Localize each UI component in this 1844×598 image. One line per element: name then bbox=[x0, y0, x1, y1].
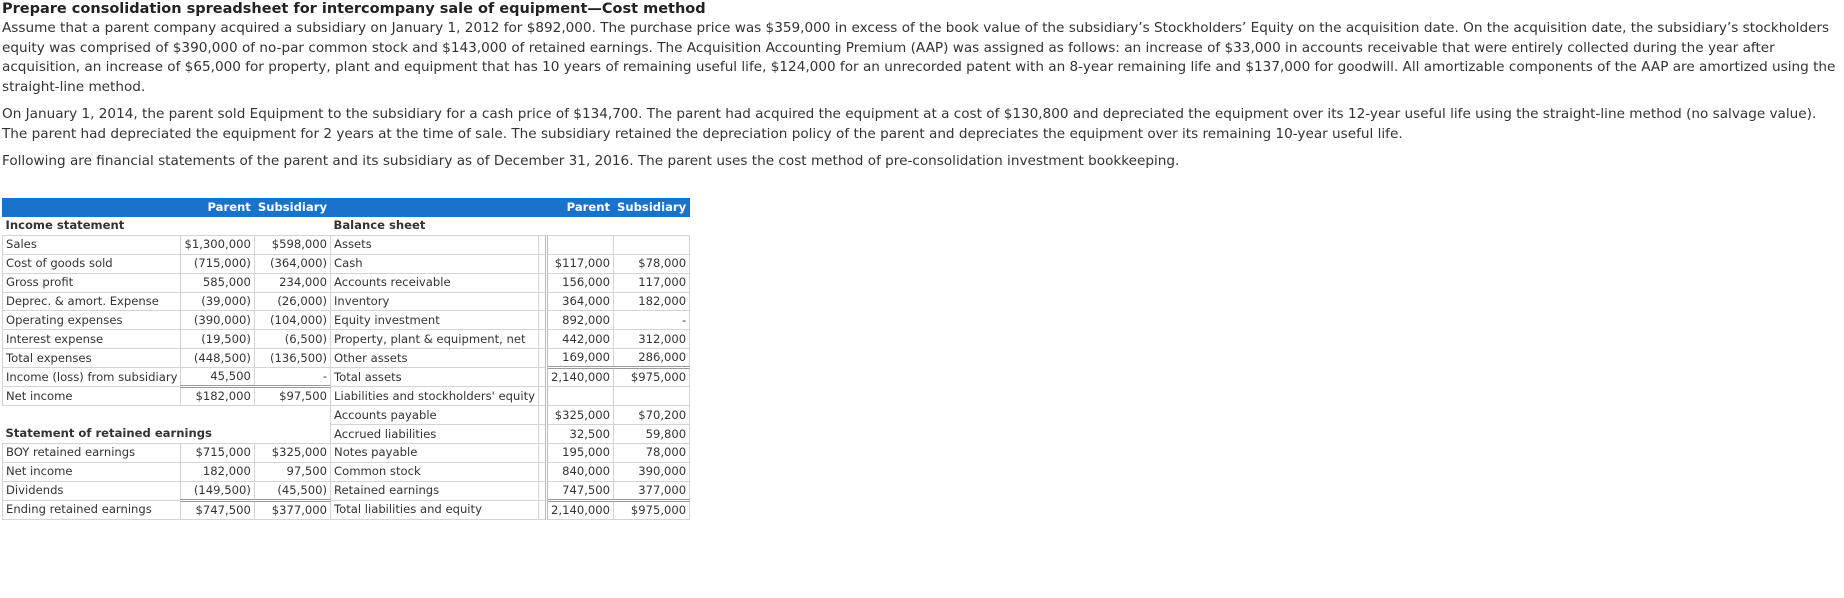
sheet-row bbox=[3, 311, 690, 330]
balance-row-subsidiary-value: 312,000 bbox=[614, 330, 690, 349]
balance-row-parent-value: 892,000 bbox=[547, 311, 614, 330]
income-row-parent-value: (715,000) bbox=[181, 254, 254, 273]
spacer-cell bbox=[614, 217, 690, 236]
spacer-cell bbox=[539, 500, 547, 519]
income-row-parent-value: (19,500) bbox=[181, 330, 254, 349]
sheet-row bbox=[3, 368, 690, 387]
income-row-subsidiary-value: $97,500 bbox=[254, 387, 330, 406]
paragraph-acquisition: Assume that a parent company acquired a subsidiary on January 1, 2012 for $892,000. The purchase price was $359,000 in excess of the book value of the subsidiary’s Stockholders’ Equity on the acquisition date. On the acquisition date, the subsidiary’s stockholders equity was comprised of $390,000 of no-par common stock and $143,000 of retained earnings. The Acquisition Accounting Premium (AAP) was assigned as follows: an increase of $33,000 in accounts receivable that were entirely collected during the year after acquisition, an increase of $65,000 for property, plant and equipment that has 10 years of remaining useful life, $124,000 for an unrecorded patent with an 8-year remaining life and $137,000 for goodwill. All amortizable components of the AAP are amortized using the straight-line method. bbox=[2, 20, 1836, 95]
spacer-cell bbox=[539, 462, 547, 481]
problem-title: Prepare consolidation spreadsheet for intercompany sale of equipment—Cost method bbox=[2, 1, 706, 17]
balance-row-subsidiary-value: 377,000 bbox=[614, 481, 690, 500]
header-cell bbox=[3, 199, 181, 217]
spacer-cell bbox=[539, 235, 547, 254]
balance-row-parent-value: 156,000 bbox=[547, 273, 614, 292]
balance-row-parent-value: 2,140,000 bbox=[547, 500, 614, 519]
sheet-row bbox=[3, 387, 690, 406]
balance-row-subsidiary-value: $70,200 bbox=[614, 406, 690, 425]
income-statement-heading: Income statement bbox=[5, 218, 125, 233]
balance-row-parent-value: 32,500 bbox=[547, 425, 614, 444]
sheet-row bbox=[3, 235, 690, 254]
retained-row-parent-value: $747,500 bbox=[181, 500, 254, 519]
balance-row-subsidiary-value bbox=[614, 387, 690, 406]
income-row-subsidiary-value: (26,000) bbox=[254, 292, 330, 311]
balance-row-label: Total liabilities and equity bbox=[331, 500, 539, 519]
balance-row-subsidiary-value: 286,000 bbox=[614, 349, 690, 368]
retained-row-label: Dividends bbox=[3, 481, 181, 500]
balance-row-subsidiary-value: $975,000 bbox=[614, 368, 690, 387]
retained-row-subsidiary-value: $377,000 bbox=[254, 500, 330, 519]
income-row-subsidiary-value: - bbox=[254, 368, 330, 387]
income-row-label: Gross profit bbox=[3, 273, 181, 292]
balance-row-subsidiary-value: 117,000 bbox=[614, 273, 690, 292]
retained-row-subsidiary-value: $325,000 bbox=[254, 444, 330, 463]
balance-row-parent-value: 364,000 bbox=[547, 292, 614, 311]
income-row-subsidiary-value: 234,000 bbox=[254, 273, 330, 292]
income-row-parent-value: 585,000 bbox=[181, 273, 254, 292]
balance-row-label: Liabilities and stockholders' equity bbox=[331, 387, 539, 406]
balance-row-parent-value: $325,000 bbox=[547, 406, 614, 425]
income-row-parent-value: $1,300,000 bbox=[181, 235, 254, 254]
balance-row-label: Retained earnings bbox=[331, 481, 539, 500]
balance-row-parent-value bbox=[547, 387, 614, 406]
income-row-label: Income (loss) from subsidiary bbox=[3, 368, 181, 387]
balance-row-parent-value: 747,500 bbox=[547, 481, 614, 500]
balance-row-subsidiary-value: 390,000 bbox=[614, 462, 690, 481]
column-header-parent-left: Parent bbox=[181, 199, 254, 217]
spacer-cell bbox=[547, 217, 614, 236]
balance-row-subsidiary-value: $78,000 bbox=[614, 254, 690, 273]
balance-row-label: Assets bbox=[331, 235, 539, 254]
balance-row-subsidiary-value: 59,800 bbox=[614, 425, 690, 444]
balance-row-subsidiary-value bbox=[614, 235, 690, 254]
income-row-parent-value: 45,500 bbox=[181, 368, 254, 387]
income-row-label: Total expenses bbox=[3, 349, 181, 368]
balance-row-label: Cash bbox=[331, 254, 539, 273]
income-row-subsidiary-value: (136,500) bbox=[254, 349, 330, 368]
income-row-subsidiary-value: $598,000 bbox=[254, 235, 330, 254]
sheet-row bbox=[3, 292, 690, 311]
balance-row-label: Total assets bbox=[331, 368, 539, 387]
spacer-cell bbox=[539, 311, 547, 330]
sheet-row bbox=[3, 349, 690, 368]
spacer-cell bbox=[539, 217, 547, 236]
header-cell bbox=[539, 199, 547, 217]
sheet-row bbox=[3, 330, 690, 349]
balance-row-parent-value bbox=[547, 235, 614, 254]
retained-row-parent-value: 182,000 bbox=[181, 462, 254, 481]
retained-row-parent-value: (149,500) bbox=[181, 481, 254, 500]
spacer-cell bbox=[539, 254, 547, 273]
spacer-cell bbox=[539, 349, 547, 368]
balance-row-label: Equity investment bbox=[331, 311, 539, 330]
income-row-label: Deprec. & amort. Expense bbox=[3, 292, 181, 311]
column-header-subsidiary-left: Subsidiary bbox=[254, 199, 330, 217]
balance-row-parent-value: 840,000 bbox=[547, 462, 614, 481]
spacer-cell bbox=[539, 387, 547, 406]
spacer-cell bbox=[539, 273, 547, 292]
spacer-cell bbox=[539, 330, 547, 349]
retained-row-label: Net income bbox=[3, 462, 181, 481]
income-row-label: Interest expense bbox=[3, 330, 181, 349]
sheet-row bbox=[3, 425, 690, 444]
spacer-cell bbox=[539, 406, 547, 425]
sheet-row bbox=[3, 406, 690, 425]
income-row-parent-value: $182,000 bbox=[181, 387, 254, 406]
sheet-row bbox=[3, 254, 690, 273]
retained-row-label: BOY retained earnings bbox=[3, 444, 181, 463]
balance-row-subsidiary-value: - bbox=[614, 311, 690, 330]
spacer-cell bbox=[539, 368, 547, 387]
income-row-parent-value: (448,500) bbox=[181, 349, 254, 368]
problem-text bbox=[2, 0, 1842, 172]
income-row-subsidiary-value: (6,500) bbox=[254, 330, 330, 349]
income-row-subsidiary-value: (364,000) bbox=[254, 254, 330, 273]
income-row-label: Sales bbox=[3, 235, 181, 254]
balance-row-label: Accrued liabilities bbox=[331, 425, 539, 444]
spacer-cell bbox=[539, 481, 547, 500]
balance-row-label: Other assets bbox=[331, 349, 539, 368]
header-cell bbox=[331, 199, 539, 217]
income-row-parent-value: (390,000) bbox=[181, 311, 254, 330]
retained-row-label: Ending retained earnings bbox=[3, 500, 181, 519]
balance-row-label: Accounts payable bbox=[331, 406, 539, 425]
balance-row-subsidiary-value: $975,000 bbox=[614, 500, 690, 519]
spacer-cell bbox=[539, 292, 547, 311]
income-row-parent-value: (39,000) bbox=[181, 292, 254, 311]
income-row-label: Cost of goods sold bbox=[3, 254, 181, 273]
column-header-subsidiary-right: Subsidiary bbox=[614, 199, 690, 217]
sheet-row bbox=[3, 462, 690, 481]
balance-row-parent-value: 2,140,000 bbox=[547, 368, 614, 387]
retained-row-subsidiary-value: (45,500) bbox=[254, 481, 330, 500]
balance-row-parent-value: 195,000 bbox=[547, 444, 614, 463]
spacer-cell bbox=[539, 444, 547, 463]
balance-sheet-heading: Balance sheet bbox=[333, 218, 426, 233]
balance-row-label: Property, plant & equipment, net bbox=[331, 330, 539, 349]
balance-row-label: Inventory bbox=[331, 292, 539, 311]
retained-row-parent-value: $715,000 bbox=[181, 444, 254, 463]
retained-earnings-heading: Statement of retained earnings bbox=[5, 426, 212, 441]
income-row-subsidiary-value: (104,000) bbox=[254, 311, 330, 330]
balance-row-parent-value: $117,000 bbox=[547, 254, 614, 273]
paragraph-statements-intro: Following are financial statements of the parent and its subsidiary as of December 31, 2016. The parent uses the cost method of pre-consolidation investment bookkeeping. bbox=[2, 153, 1180, 169]
sheet-row bbox=[3, 481, 690, 500]
balance-row-label: Common stock bbox=[331, 462, 539, 481]
sheet-row bbox=[3, 444, 690, 463]
balance-row-parent-value: 169,000 bbox=[547, 349, 614, 368]
column-header-parent-right: Parent bbox=[547, 199, 614, 217]
sheet-row bbox=[3, 217, 690, 236]
balance-row-label: Accounts receivable bbox=[331, 273, 539, 292]
retained-row-subsidiary-value: 97,500 bbox=[254, 462, 330, 481]
spacer-cell bbox=[539, 425, 547, 444]
sheet-row bbox=[3, 500, 690, 519]
balance-row-subsidiary-value: 78,000 bbox=[614, 444, 690, 463]
column-header-row bbox=[3, 199, 690, 217]
balance-row-subsidiary-value: 182,000 bbox=[614, 292, 690, 311]
sheet-row bbox=[3, 273, 690, 292]
income-row-label: Operating expenses bbox=[3, 311, 181, 330]
balance-row-label: Notes payable bbox=[331, 444, 539, 463]
paragraph-equipment-sale: On January 1, 2014, the parent sold Equipment to the subsidiary for a cash price of $134,700. The parent had acquired the equipment at a cost of $130,800 and depreciated the equipment over its 12-year useful life using the straight-line method (no salvage value). The parent had depreciated the equipment for 2 years at the time of sale. The subsidiary retained the depreciation policy of the parent and depreciates the equipment over its remaining 10-year useful life. bbox=[2, 106, 1817, 142]
blank-cell bbox=[3, 406, 331, 425]
income-row-label: Net income bbox=[3, 387, 181, 406]
financial-statements-table bbox=[2, 198, 690, 520]
balance-row-parent-value: 442,000 bbox=[547, 330, 614, 349]
